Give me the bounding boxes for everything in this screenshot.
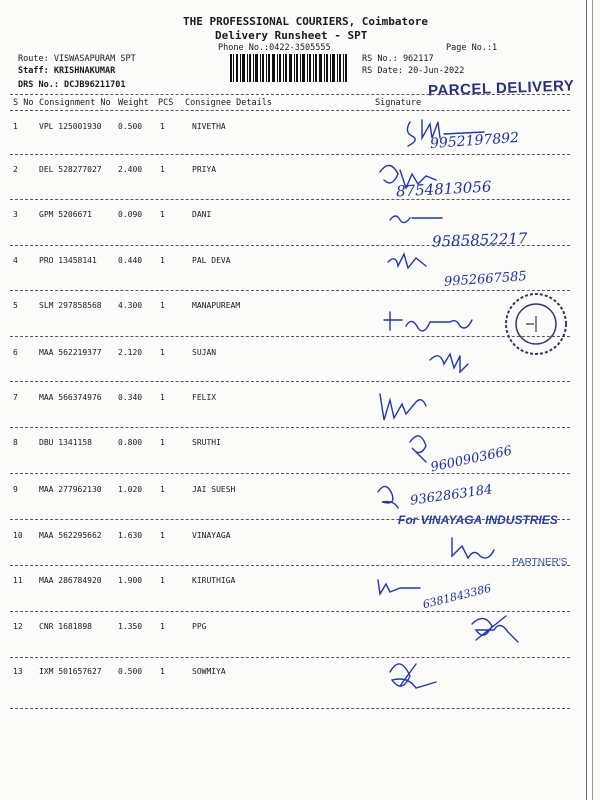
row-consignment: MAA 277962130 bbox=[39, 485, 102, 494]
rs-number: RS No.: 962117 bbox=[362, 54, 434, 64]
table-header-rule bbox=[10, 110, 570, 111]
signature-phone: 9952667585 bbox=[443, 269, 528, 290]
row-consignment: VPL 125001930 bbox=[39, 122, 102, 131]
row-weight: 2.120 bbox=[118, 348, 143, 357]
company-stamp: For VINAYAGA INDUSTRIES bbox=[398, 513, 558, 527]
row-consignee: VINAYAGA bbox=[192, 531, 231, 540]
row-pcs: 1 bbox=[160, 165, 165, 174]
row-consignment: MAA 562219377 bbox=[39, 348, 102, 357]
row-sno: 10 bbox=[13, 531, 23, 540]
row-consignment: MAA 286784920 bbox=[39, 576, 102, 585]
drs-number: DRS No.: DCJB96211701 bbox=[18, 80, 126, 90]
row-consignee: KIRUTHIGA bbox=[192, 576, 236, 585]
row-weight: 2.400 bbox=[118, 165, 143, 174]
row-weight: 0.340 bbox=[118, 393, 143, 402]
row-weight: 0.440 bbox=[118, 256, 143, 265]
row-sno: 7 bbox=[13, 393, 18, 402]
rs-date: RS Date: 20-Jun-2022 bbox=[362, 66, 465, 76]
partners-stamp: PARTNER'S bbox=[512, 557, 568, 568]
col-signature: Signature bbox=[375, 98, 422, 108]
row-consignee: MANAPUREAM bbox=[192, 301, 241, 310]
row-consignment: DBU 1341158 bbox=[39, 438, 92, 447]
signature-phone: 9600903666 bbox=[429, 443, 514, 476]
row-sno: 2 bbox=[13, 165, 18, 174]
col-weight: Weight bbox=[118, 98, 149, 108]
row-consignee: PPG bbox=[192, 622, 207, 631]
row-consignment: MAA 562295662 bbox=[39, 531, 102, 540]
row-sno: 13 bbox=[13, 667, 23, 676]
row-weight: 0.500 bbox=[118, 667, 143, 676]
row-sno: 3 bbox=[13, 210, 18, 219]
row-consignee: JAI SUESH bbox=[192, 485, 236, 494]
row-consignee: DANI bbox=[192, 210, 212, 219]
row-pcs: 1 bbox=[160, 256, 165, 265]
row-pcs: 1 bbox=[160, 393, 165, 402]
col-pcs: PCS bbox=[158, 98, 174, 108]
row-pcs: 1 bbox=[160, 438, 165, 447]
staff: Staff: KRISHNAKUMAR bbox=[18, 66, 116, 76]
row-pcs: 1 bbox=[160, 301, 165, 310]
col-consignee: Consignee Details bbox=[185, 98, 272, 108]
row-sno: 5 bbox=[13, 301, 18, 310]
row-consignment: GPM 5206671 bbox=[39, 210, 92, 219]
row-sno: 4 bbox=[13, 256, 18, 265]
parcel-delivery-stamp: PARCEL DELIVERY bbox=[427, 77, 575, 100]
row-consignment: PRO 13458141 bbox=[39, 256, 97, 265]
phone-number: Phone No.:0422-3505555 bbox=[218, 43, 331, 53]
row-pcs: 1 bbox=[160, 576, 165, 585]
page-number: Page No.:1 bbox=[446, 43, 498, 53]
company-title: THE PROFESSIONAL COURIERS, Coimbatore bbox=[183, 15, 429, 28]
row-consignee: NIVETHA bbox=[192, 122, 226, 131]
row-consignment: SLM 297858568 bbox=[39, 301, 102, 310]
row-weight: 1.350 bbox=[118, 622, 143, 631]
row-weight: 1.900 bbox=[118, 576, 143, 585]
row-consignee: PRIYA bbox=[192, 165, 217, 174]
row-weight: 4.300 bbox=[118, 301, 143, 310]
barcode bbox=[230, 54, 348, 82]
row-sno: 11 bbox=[13, 576, 23, 585]
row-consignment: CNR 1681898 bbox=[39, 622, 92, 631]
row-weight: 1.020 bbox=[118, 485, 143, 494]
col-consignment: Consignment No bbox=[39, 98, 111, 108]
page-edge-line bbox=[592, 0, 593, 800]
signature-scribbles bbox=[360, 112, 590, 712]
row-sno: 12 bbox=[13, 622, 23, 631]
runsheet-subtitle: Delivery Runsheet - SPT bbox=[215, 29, 368, 42]
signature-phone: 9952197892 bbox=[429, 129, 520, 153]
row-weight: 0.500 bbox=[118, 122, 143, 131]
signature-phone: 9362863184 bbox=[409, 482, 494, 509]
table-top-rule bbox=[10, 94, 570, 95]
round-seal bbox=[500, 288, 572, 360]
row-weight: 0.800 bbox=[118, 438, 143, 447]
row-consignee: SRUTHI bbox=[192, 438, 221, 447]
row-consignee: SUJAN bbox=[192, 348, 217, 357]
row-pcs: 1 bbox=[160, 348, 165, 357]
row-consignment: IXM 501657627 bbox=[39, 667, 102, 676]
row-consignee: FELIX bbox=[192, 393, 217, 402]
signature-phone: 8754813056 bbox=[395, 177, 492, 201]
row-pcs: 1 bbox=[160, 122, 165, 131]
row-pcs: 1 bbox=[160, 667, 165, 676]
row-consignee: SOWMIYA bbox=[192, 667, 226, 676]
row-pcs: 1 bbox=[160, 485, 165, 494]
row-consignee: PAL DEVA bbox=[192, 256, 231, 265]
row-sno: 6 bbox=[13, 348, 18, 357]
row-sno: 8 bbox=[13, 438, 18, 447]
row-sno: 1 bbox=[13, 122, 18, 131]
route: Route: VISWASAPURAM SPT bbox=[18, 54, 136, 64]
row-pcs: 1 bbox=[160, 531, 165, 540]
row-consignment: DEL 528277027 bbox=[39, 165, 102, 174]
row-weight: 1.630 bbox=[118, 531, 143, 540]
row-pcs: 1 bbox=[160, 622, 165, 631]
signature-phone: 6381843386 bbox=[421, 581, 493, 612]
row-pcs: 1 bbox=[160, 210, 165, 219]
signature-phone: 9585852217 bbox=[431, 229, 528, 251]
row-weight: 0.090 bbox=[118, 210, 143, 219]
row-consignment: MAA 566374976 bbox=[39, 393, 102, 402]
col-sno: S No bbox=[13, 98, 34, 108]
row-sno: 9 bbox=[13, 485, 18, 494]
